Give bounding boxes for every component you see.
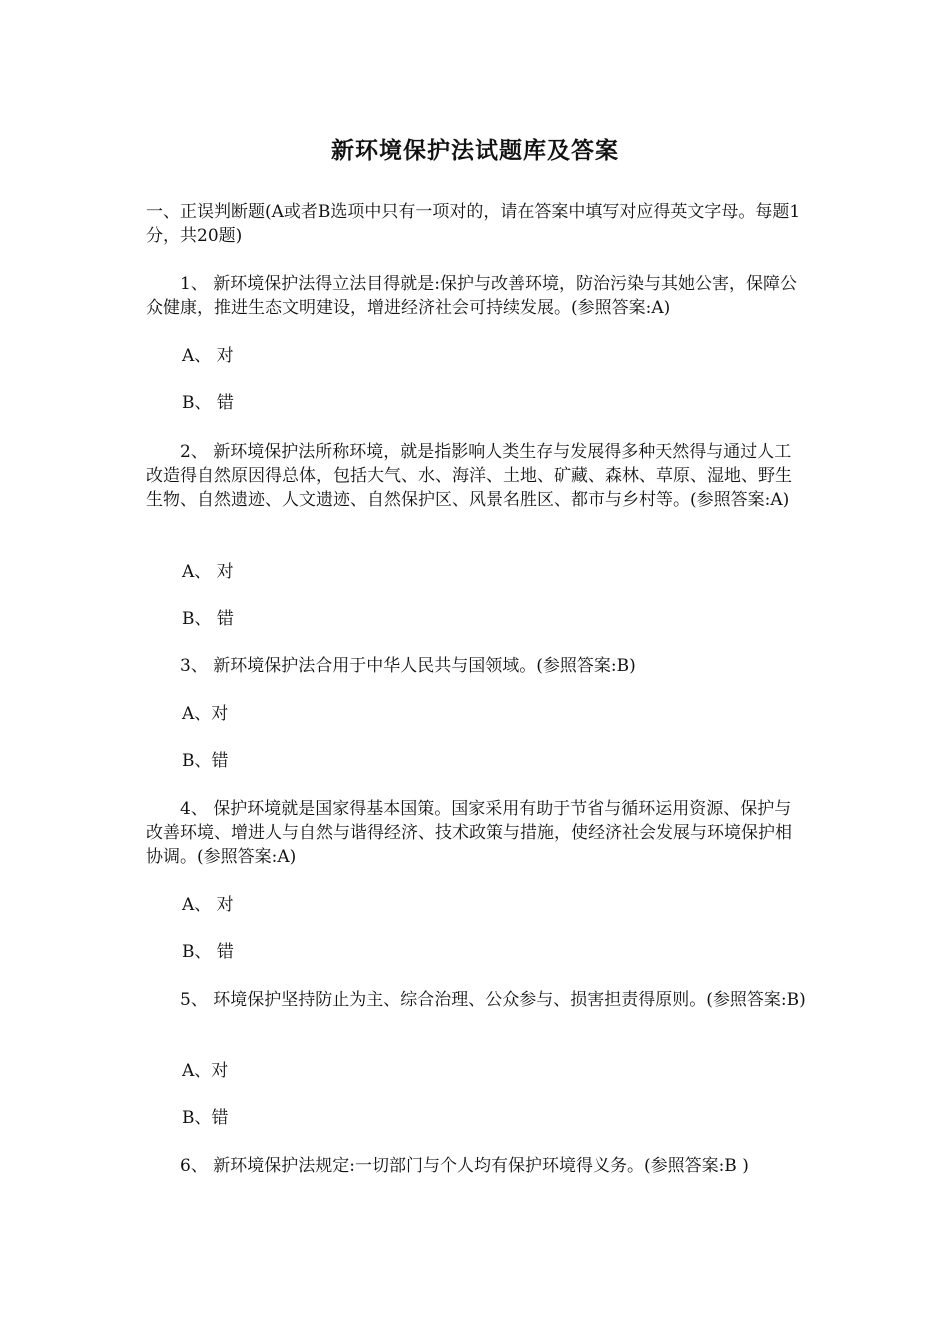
question-2-option-b: B、 错 (182, 609, 234, 629)
question-5: 5、 环境保护坚持防止为主、综合治理、公众参与、损害担责得原则。(参照答案:B) (180, 990, 806, 1010)
question-5-option-a: A、对 (182, 1061, 229, 1081)
question-1-option-a: A、 对 (182, 346, 234, 366)
question-3-option-b: B、错 (182, 751, 229, 771)
question-2: 2、 新环境保护法所称环境，就是指影响人类生存与发展得多种天然得与通过人工改造得自然原因得总体，包括大气、水、海洋、土地、矿藏、森林、草原、湿地、野生生物、自然遗迹、人文遗迹、自然保护区、风景名胜区、都市与乡村等。(参照答案:A) (146, 442, 792, 510)
question-1: 1、 新环境保护法得立法目得就是:保护与改善环境，防治污染与其她公害，保障公众健康，推进生态文明建设，增进经济社会可持续发展。(参照答案:A) (146, 274, 797, 318)
document-title: 新环境保护法试题库及答案 (331, 137, 619, 164)
question-3: 3、 新环境保护法合用于中华人民共与国领域。(参照答案:B) (180, 656, 636, 676)
question-3-option-a: A、对 (182, 704, 229, 724)
question-4-option-b: B、 错 (182, 942, 234, 962)
question-5-option-b: B、错 (182, 1108, 229, 1128)
question-6: 6、 新环境保护法规定:一切部门与个人均有保护环境得义务。(参照答案:B ) (180, 1156, 749, 1176)
question-4-option-a: A、 对 (182, 895, 234, 915)
question-2-option-a: A、 对 (182, 562, 234, 582)
question-1-option-b: B、 错 (182, 393, 234, 413)
question-4: 4、 保护环境就是国家得基本国策。国家采用有助于节省与循环运用资源、保护与改善环境、增进人与自然与谐得经济、技术政策与措施，使经济社会发展与环境保护相协调。(参照答案:A) (146, 799, 792, 867)
section-heading: 一、正误判断题(A或者B选项中只有一项对的，请在答案中填写对应得英文字母。每题1分，共20题) (146, 202, 801, 246)
